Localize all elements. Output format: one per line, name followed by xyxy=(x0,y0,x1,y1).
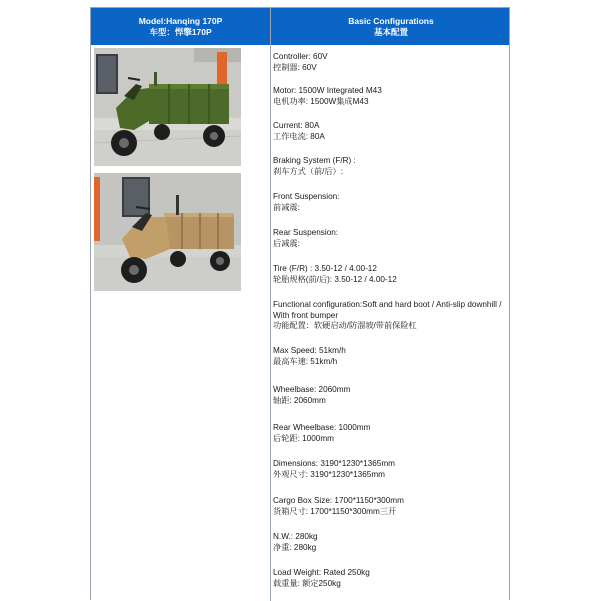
spec-en: Motor: 1500W Integrated M43 xyxy=(273,86,382,95)
spec-sheet xyxy=(90,7,510,600)
spec-en: Cargo Box Size: 1700*1150*300mm xyxy=(273,496,404,505)
spec-braking xyxy=(273,156,509,177)
model-header xyxy=(91,8,270,45)
table-header xyxy=(91,8,509,45)
model-title-zh: 车型：悍擎170P xyxy=(149,26,212,37)
spec-zh: 净重: 280kg xyxy=(273,542,317,552)
spec-en: Tire (F/R) : 3.50-12 / 4.00-12 xyxy=(273,264,377,273)
spec-zh: 轴距: 2060mm xyxy=(273,395,326,405)
spec-front-suspension xyxy=(273,192,509,213)
spec-zh: 电机功率: 1500W集成M43 xyxy=(273,96,369,106)
spec-en: Controller: 60V xyxy=(273,52,328,61)
spec-en: Current: 80A xyxy=(273,121,320,130)
spec-zh: 最高车速: 51km/h xyxy=(273,356,338,366)
spec-en: Braking System (F/R) : xyxy=(273,156,356,165)
spec-zh: 后减震: xyxy=(273,238,300,248)
spec-zh: 前减震: xyxy=(273,202,300,212)
spec-max-speed xyxy=(273,346,509,367)
spec-cargo-box xyxy=(273,496,509,517)
spec-en: Wheelbase: 2060mm xyxy=(273,385,351,394)
spec-dimensions xyxy=(273,459,509,480)
beige-tricycle-photo xyxy=(94,173,241,291)
spec-en: Front Suspension: xyxy=(273,192,340,201)
config-header xyxy=(271,8,511,45)
spec-en: Rear Suspension: xyxy=(273,228,339,237)
spec-en: Functional configuration:Soft and hard boot / Anti-slip downhill / With front bumper xyxy=(273,300,502,320)
spec-en: Load Weight: Rated 250kg xyxy=(273,568,370,577)
config-title-zh: 基本配置 xyxy=(373,26,408,37)
spec-tire xyxy=(273,264,509,285)
green-tricycle-photo xyxy=(94,48,241,166)
spec-current xyxy=(273,121,509,142)
spec-net-weight xyxy=(273,532,509,553)
spec-functional xyxy=(273,300,509,332)
spec-rear-wheelbase xyxy=(273,423,509,444)
spec-en: Dimensions: 3190*1230*1365mm xyxy=(273,459,395,468)
spec-en: Rear Wheelbase: 1000mm xyxy=(273,423,371,432)
spec-load-weight xyxy=(273,568,509,589)
spec-zh: 轮胎规格(前/后): 3.50-12 / 4.00-12 xyxy=(273,274,397,284)
spec-zh: 外观尺寸: 3190*1230*1365mm xyxy=(273,469,385,479)
spec-en: N.W.: 280kg xyxy=(273,532,318,541)
spec-zh: 后轮距: 1000mm xyxy=(273,433,334,443)
model-title-en: Model:Hanqing 170P xyxy=(138,15,223,26)
spec-zh: 载重量: 额定250kg xyxy=(273,578,341,588)
spec-en: Max Speed: 51km/h xyxy=(273,346,346,355)
spec-zh: 工作电流: 80A xyxy=(273,131,325,141)
config-title-en: Basic Configurations xyxy=(348,15,434,26)
spec-zh: 功能配置：软硬启动/防溜坡/带前保险杠 xyxy=(273,321,417,331)
spec-controller xyxy=(273,52,509,73)
spec-rear-suspension xyxy=(273,228,509,249)
spec-zh: 控制器: 60V xyxy=(273,62,317,72)
spec-motor xyxy=(273,86,509,107)
column-divider xyxy=(270,8,271,601)
spec-zh: 刹车方式（前/后）: xyxy=(273,166,344,176)
spec-zh: 货箱尺寸: 1700*1150*300mm三开 xyxy=(273,506,397,516)
spec-wheelbase xyxy=(273,385,509,406)
